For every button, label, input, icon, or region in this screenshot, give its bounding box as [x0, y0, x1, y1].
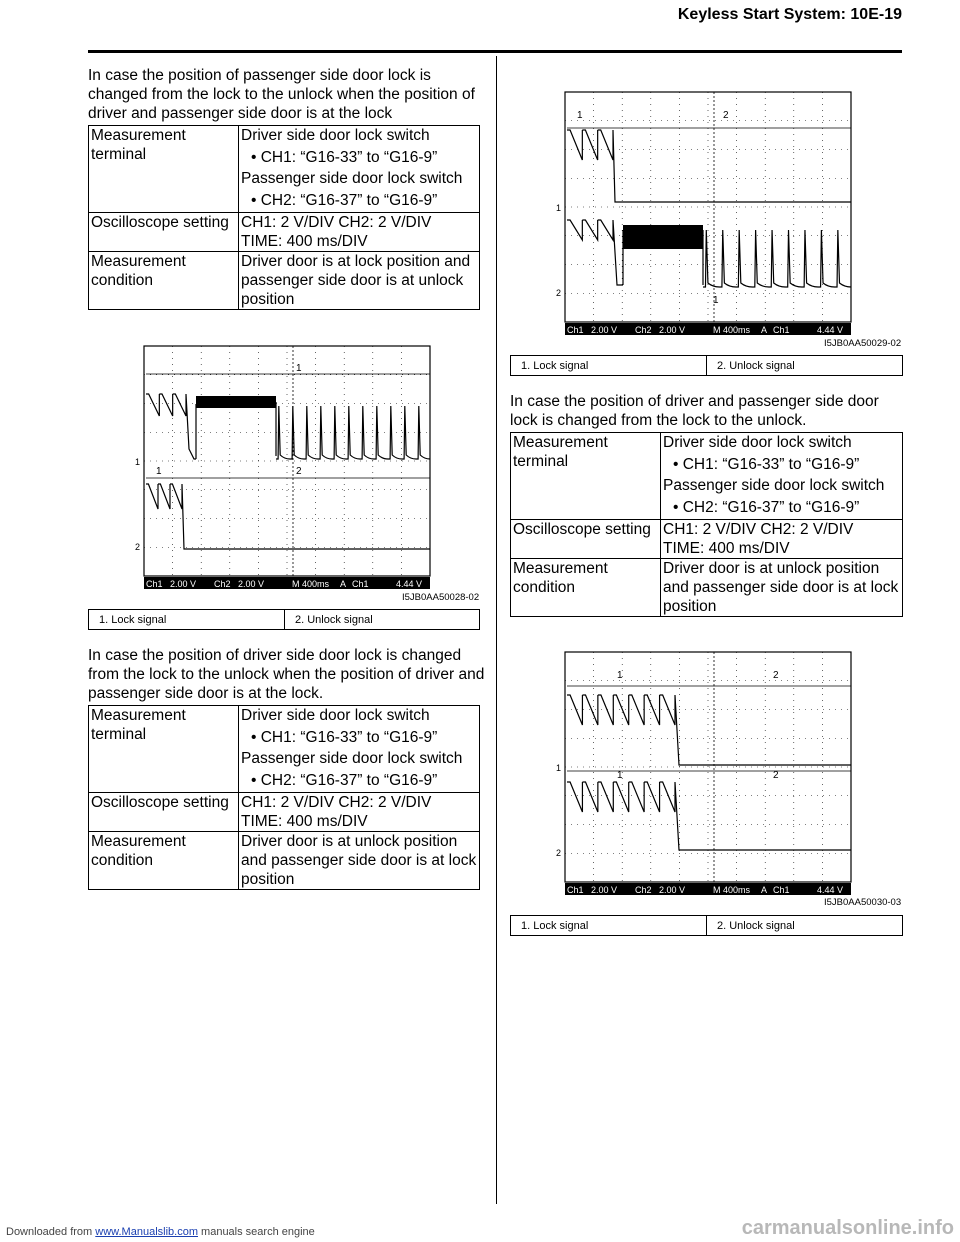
status-ch1-volts: 2.00 V — [170, 579, 197, 589]
label-measurement-condition: Measurement condition — [89, 252, 239, 310]
oscilloscope-figure-3 — [555, 650, 857, 897]
status-time: 400ms — [723, 325, 751, 335]
ch1-noise-burst — [196, 396, 276, 408]
driver-switch-label: Driver side door lock switch — [663, 434, 852, 451]
waveform-marker-1b: 1 — [713, 295, 719, 306]
ch2-lock-pulses — [567, 220, 623, 285]
legend-lock-signal: 1. Lock signal — [511, 916, 707, 936]
column-divider — [496, 56, 497, 1204]
channel-1-marker: 1 — [135, 457, 141, 467]
figure-2-code: I5JB0AA50029-02 — [824, 338, 902, 349]
ch1-terminal: • CH1: “G16-33” to “G16-9” — [673, 456, 860, 473]
driver-switch-label: Driver side door lock switch — [241, 707, 430, 724]
terminal-cell — [661, 433, 903, 520]
channel-2-marker: 2 — [135, 542, 141, 552]
status-time: 400ms — [302, 579, 330, 589]
page-header-title: Keyless Start System: 10E-19 — [677, 6, 902, 23]
status-trigger-ch: Ch1 — [773, 885, 790, 895]
label-oscilloscope-setting: Oscilloscope setting — [511, 520, 661, 559]
ch1-signal — [567, 695, 851, 765]
status-trigger-volts: 4.44 V — [817, 885, 844, 895]
status-a-label: A — [761, 885, 768, 895]
waveform-marker-2b: 2 — [773, 770, 779, 781]
channel-1-marker: 1 — [556, 203, 562, 213]
status-ch2-volts: 2.00 V — [659, 325, 686, 335]
section-3-spec-table — [510, 432, 903, 617]
time-setting: TIME: 400 ms/DIV — [241, 233, 368, 250]
section-2-spec-table — [88, 705, 480, 890]
ch1-signal — [567, 130, 851, 202]
section-1-spec-table — [88, 125, 480, 310]
header-rule — [88, 50, 902, 53]
ch1-terminal: • CH1: “G16-33” to “G16-9” — [251, 149, 438, 166]
figure-1-legend — [88, 609, 480, 630]
passenger-switch-label: Passenger side door lock switch — [241, 750, 463, 767]
driver-switch-label: Driver side door lock switch — [241, 127, 430, 144]
terminal-cell — [239, 126, 480, 213]
status-ch2-volts: 2.00 V — [238, 579, 265, 589]
legend-unlock-signal: 2. Unlock signal — [707, 356, 903, 376]
oscilloscope-screen-3 — [555, 650, 857, 897]
waveforms — [567, 128, 851, 287]
figure-3-code: I5JB0AA50030-03 — [824, 897, 902, 908]
scope-status-bar — [565, 323, 851, 335]
status-a-label: A — [761, 325, 768, 335]
ch2-terminal: • CH2: “G16-37” to “G16-9” — [251, 192, 438, 209]
oscilloscope-screen-1 — [134, 344, 436, 591]
status-m-label: M — [713, 325, 721, 335]
volts-setting: CH1: 2 V/DIV CH2: 2 V/DIV — [663, 521, 854, 538]
section-2-intro: In case the position of driver side door lock is changed from the lock to the unlock when the position of driver and passenger side door is at the lock. — [88, 647, 485, 702]
legend-unlock-signal: 2. Unlock signal — [285, 610, 480, 630]
channel-2-marker: 2 — [556, 288, 562, 298]
waveform-marker-1: 1 — [577, 110, 583, 121]
time-setting: TIME: 400 ms/DIV — [663, 540, 790, 557]
status-trigger-volts: 4.44 V — [817, 325, 844, 335]
status-a-label: A — [340, 579, 347, 589]
waveform-marker-2: 2 — [296, 466, 302, 477]
ch2-terminal: • CH2: “G16-37” to “G16-9” — [673, 499, 860, 516]
label-measurement-terminal: Measurement terminal — [89, 126, 239, 213]
status-ch1-label: Ch1 — [567, 325, 584, 335]
ch1-terminal: • CH1: “G16-33” to “G16-9” — [251, 729, 438, 746]
section-1-intro: In case the position of passenger side door lock is changed from the lock to the unlock when the position of driver and passenger side door is at the lock — [88, 67, 475, 122]
ch2-signal — [567, 782, 851, 850]
scope-status-bar — [144, 577, 430, 589]
oscilloscope-figure-1 — [134, 344, 436, 591]
legend-unlock-signal: 2. Unlock signal — [707, 916, 903, 936]
oscilloscope-setting-cell — [661, 520, 903, 559]
ch1-unlock-spikes — [196, 402, 430, 459]
waveforms — [146, 374, 430, 549]
scope-status-bar — [565, 883, 851, 895]
label-measurement-condition: Measurement condition — [89, 832, 239, 890]
status-ch1-volts: 2.00 V — [591, 885, 618, 895]
ch1-lock-pulses — [146, 394, 196, 459]
status-ch1-label: Ch1 — [146, 579, 163, 589]
oscilloscope-figure-2 — [555, 90, 857, 337]
status-ch1-label: Ch1 — [567, 885, 584, 895]
label-measurement-condition: Measurement condition — [511, 559, 661, 617]
oscilloscope-screen-2 — [555, 90, 857, 337]
waveform-marker-1: 1 — [617, 670, 623, 681]
footer-suffix: manuals search engine — [197, 1226, 315, 1238]
ch2-terminal: • CH2: “G16-37” to “G16-9” — [251, 772, 438, 789]
footer-prefix: Downloaded from — [6, 1226, 96, 1238]
label-measurement-terminal: Measurement terminal — [511, 433, 661, 520]
status-ch2-label: Ch2 — [635, 325, 652, 335]
waveform-marker-1: 1 — [296, 363, 302, 374]
oscilloscope-setting-cell — [239, 213, 480, 252]
figure-1-code: I5JB0AA50028-02 — [402, 592, 480, 603]
status-ch1-volts: 2.00 V — [591, 325, 618, 335]
passenger-switch-label: Passenger side door lock switch — [241, 170, 463, 187]
status-trigger-volts: 4.44 V — [396, 579, 423, 589]
measurement-condition-cell: Driver door is at lock position and passenger side door is at unlock position — [239, 252, 480, 310]
waveform-marker-2: 2 — [723, 110, 729, 121]
label-oscilloscope-setting: Oscilloscope setting — [89, 213, 239, 252]
watermark-brand: carmanualsonline.info — [741, 1217, 954, 1239]
status-m-label: M — [713, 885, 721, 895]
status-m-label: M — [292, 579, 300, 589]
legend-lock-signal: 1. Lock signal — [89, 610, 285, 630]
channel-2-marker: 2 — [556, 848, 562, 858]
legend-lock-signal: 1. Lock signal — [511, 356, 707, 376]
footer — [6, 1226, 315, 1238]
status-trigger-ch: Ch1 — [352, 579, 369, 589]
status-trigger-ch: Ch1 — [773, 325, 790, 335]
figure-3-legend — [510, 915, 903, 936]
channel-1-marker: 1 — [556, 763, 562, 773]
waveform-marker-1b: 1 — [156, 466, 162, 477]
waveform-marker-2: 2 — [773, 670, 779, 681]
waveform-marker-1b: 1 — [617, 770, 623, 781]
passenger-switch-label: Passenger side door lock switch — [663, 477, 885, 494]
label-measurement-terminal: Measurement terminal — [89, 706, 239, 793]
ch2-signal — [146, 484, 430, 549]
volts-setting: CH1: 2 V/DIV CH2: 2 V/DIV — [241, 214, 432, 231]
measurement-condition-cell: Driver door is at unlock position and passenger side door is at lock position — [661, 559, 903, 617]
waveforms — [567, 686, 851, 850]
label-oscilloscope-setting: Oscilloscope setting — [89, 793, 239, 832]
status-ch2-label: Ch2 — [635, 885, 652, 895]
volts-setting: CH1: 2 V/DIV CH2: 2 V/DIV — [241, 794, 432, 811]
status-time: 400ms — [723, 885, 751, 895]
manualslib-link[interactable]: www.Manualslib.com — [95, 1226, 198, 1238]
section-3-intro: In case the position of driver and passenger side door lock is changed from the lock to the unlock. — [510, 393, 879, 429]
time-setting: TIME: 400 ms/DIV — [241, 813, 368, 830]
terminal-cell — [239, 706, 480, 793]
status-ch2-label: Ch2 — [214, 579, 231, 589]
oscilloscope-setting-cell — [239, 793, 480, 832]
status-ch2-volts: 2.00 V — [659, 885, 686, 895]
figure-2-legend — [510, 355, 903, 376]
measurement-condition-cell: Driver door is at unlock position and passenger side door is at lock position — [239, 832, 480, 890]
ch2-noise-burst — [623, 225, 703, 249]
